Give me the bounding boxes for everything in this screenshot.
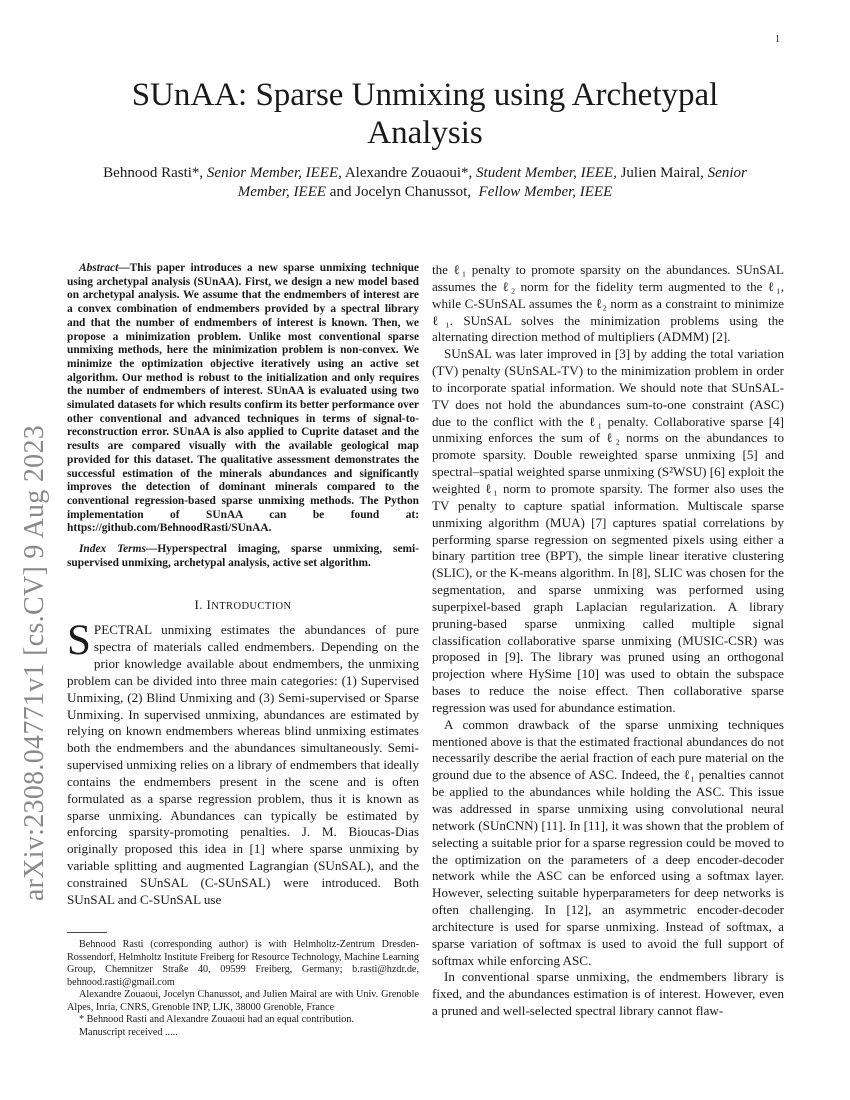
footnote-rule [67,932,107,933]
section-numeral: I. [194,597,207,613]
index-terms-text: —Hyperspectral imaging, sparse unmixing, semi-supervised unmixing, archetypal analysis, active set algorithm. [67,543,419,569]
body-paragraph: A common drawback of the sparse unmixing techniques mentioned above is that the estimated fractional abundances do not necessarily describe the aerial fraction of each pure material on the ground due to the absence of ASC. Indeed, the ℓ₁ penalties cannot be applied to the abundances while holding the ASC. This issue was addressed in sparse unmixing using convolutional neural network (SUnCNN) [11]. In [11], it was shown that the problem of selecting a suitable prior for a sparse regression could be moved to the optimization on the parameters of a deep encoder-decoder network while the ASC can be enforced using a softmax layer. However, selecting suitable hyperparameters for deep networks is often challenging. In [12], an asymmetric encoder-decoder architecture is used for sparse unmixing. Instead of softmax, a sparse variation of softmax is used to avoid the full support of softmax while enforcing ASC. [432,716,784,968]
intro-paragraph [67,617,419,908]
left-column [67,262,419,909]
footnotes [67,939,419,1039]
arxiv-stamp: arXiv:2308.04771v1 [cs.CV] 9 Aug 2023 [19,424,50,902]
author-name: Behnood Rasti*, [103,165,204,181]
author-list [80,164,770,202]
footnote: * Behnood Rasti and Alexandre Zouaoui had an equal contribution. [79,1014,354,1025]
body-paragraph: the ℓ₁ penalty to promote sparsity on the abundances. SUnSAL assumes the ℓ₂ norm for the fidelity term augmented to the ℓ₁, while C-SUnSAL assumes the ℓ₂ norm as a constraint to minimize ℓ₁. SUnSAL solves the minimization problems using the alternating direction method of multipliers (ADMM) [2]. [432,262,784,345]
abstract-text: —This paper introduces a new sparse unmixing technique using archetypal analysis (SUnAA). First, we design a new model based on archetypal analysis. We assume that the endmembers of interest are a convex combination of endmembers provided by a spectral library and that the number of endmembers of interest is known. Then, we propose a minimization problem. Unlike most conventional sparse unmixing methods, here the minimization problem is non-convex. We minimize the optimization objective iteratively using an active set algorithm. Our method is robust to the initialization and only requires the number of endmembers of interest. SUnAA is evaluated using two simulated datasets for which results confirm its better performance over other conventional and advanced techniques in terms of signal-to-reconstruction error. SUnAA is also applied to Cuprite dataset and the results are compared visually with the available geological map provided for this dataset. The qualitative assessment demonstrates the successful estimation of the minerals abundances and significantly improves the detection of dominant minerals compared to the conventional regression-based sparse unmixing methods. The Python implementation of SUnAA can be found at: https://github.com/BehnoodRasti/SUnAA. [67,262,419,535]
page-number: 1 [775,34,780,45]
body-paragraph: In conventional sparse unmixing, the endmembers library is fixed, and the abundances estimation is of interest. However, even a pruned and well-selected spectral library cannot flaw- [432,969,784,1019]
abstract-lead: Abstract [79,262,119,274]
author-role: Fellow Member, IEEE [478,184,613,200]
author-conjunction: and [329,184,352,200]
body-paragraph: SUnSAL was later improved in [3] by adding the total variation (TV) penalty (SUnSAL-TV) to the minimization problem in order to incorporate spatial information. We should note that SUnSAL-TV does not hold the abundances sum-to-one constraint (ASC) due to the conflict with the ℓ₁ penalty. Collaborative sparse [4] unmixing enforces the sum of ℓ₂ norms on the abundances to promote sparsity. Double reweighted sparse unmixing [5] and spectral–spatial weighted sparse unmixing (S²WSU) [6] exploit the weighted ℓ₁ norm to promote sparsity. The former also uses the TV penalty to capture spatial information. Multiscale sparse unmixing algorithm (MUA) [7] captures spatial correlations by performing sparse regression on segmented pixels using either a binary partition tree (BPT), the simple linear iterative clustering (SLIC), or the K-means algorithm. In [8], SLIC was chosen for the segmentation, and sparse unmixing was performed using superpixel-based graph Laplacian regularization. A library pruning-based sparse unmixing called multiple signal classification collaborative sparse unmixing (MUSIC-CSR) was proposed in [9]. The library was pruned using an orthogonal projection where HySime [10] was used to obtain the subspace bases to reduce the noise effect. Then collaborative sparse regression was used for abundance estimation. [432,346,784,715]
author-role: Senior Member, IEEE [237,165,747,200]
intro-paragraph-text: PECTRAL unmixing estimates the abundances of pure spectra of materials called endmembers. Depending on the prior knowledge available about endmembers, the unmixing problem can be divided into three main categories: (1) Supervised Unmixing, (2) Blind Unmixing and (3) Semi-supervised or Sparse Unmixing. In supervised unmixing, abundances are estimated by relying on known endmembers whereas blind unmixing estimates both the endmembers and the abundances simultaneously. Semi-supervised unmixing relies on a library of endmembers that ideally contains the endmembers present in the scene and is often formulated as a sparse regression problem, thus it is known as sparse unmixing. Abundances can typically be estimated by enforcing sparsity-promoting penalties. J. M. Bioucas-Dias originally proposed this idea in [1] where sparse unmixing by variable splitting and augmented Lagrangian (SUnSAL), and the constrained SUnSAL (C-SUnSAL) were introduced. Both SUnSAL and C-SUnSAL use [67,622,419,907]
drop-cap: S [67,617,91,665]
footnote: Manuscript received ..... [79,1026,178,1038]
abstract [67,262,419,536]
footnote: Alexandre Zouaoui, Jocelyn Chanussot, and Julien Mairal are with Univ. Grenoble Alpes, Inria, CNRS, Grenoble INP, LJK, 38000 Grenoble, France [67,989,419,1013]
author-role: Student Member, IEEE, [476,165,617,181]
author-name: Jocelyn Chanussot, [355,184,472,200]
author-name: Julien Mairal, [620,165,704,181]
right-column [432,262,784,1020]
author-name: Alexandre Zouaoui*, [344,165,473,181]
index-terms [67,543,419,570]
paper-title: SUnAA: Sparse Unmixing using Archetypal Analysis [131,77,719,151]
footnote: Behnood Rasti (corresponding author) is with Helmholtz-Zentrum Dresden-Rossendorf, Helmholtz Institute Freiberg for Resource Technology, Machine Learning Group, Chemnitzer Straße 40, 09599 Freiberg, Germany; b.rasti@hzdr.de, behnood.rasti@gmail.com [67,939,419,988]
author-role: Senior Member, IEEE, [206,165,342,181]
section-title-initial: I [206,597,212,613]
section-title-rest: NTRODUCTION [211,601,292,613]
index-terms-lead: Index Terms [79,543,146,556]
section-heading-introduction [67,597,419,616]
